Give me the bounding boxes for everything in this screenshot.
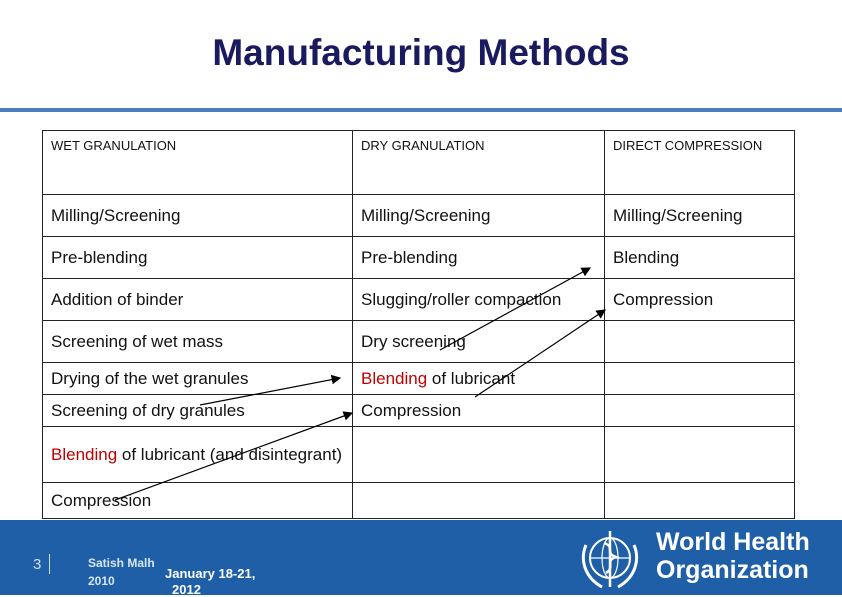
cell-wet-5: Drying of the wet granules — [43, 363, 353, 395]
blending-word: Blending — [361, 368, 428, 388]
cell-wet-6: Screening of dry granules — [43, 395, 353, 427]
header-wet-granulation: WET GRANULATION — [43, 131, 353, 195]
cell-direct-1: Milling/Screening — [605, 195, 795, 237]
date-range: January 18-21, — [165, 566, 256, 581]
cell-wet-4: Screening of wet mass — [43, 321, 353, 363]
author-year: 2010 — [88, 574, 115, 588]
arrow-blending-to-compression — [475, 310, 605, 397]
arrow-drying-to-blending — [200, 378, 340, 405]
page-title: Manufacturing Methods — [212, 32, 630, 73]
cell-wet-2: Pre-blending — [43, 237, 353, 279]
cell-dry-3: Slugging/roller compaction — [353, 279, 605, 321]
page-number: 3 — [33, 556, 42, 573]
arrow-compression-to-compression — [115, 413, 352, 500]
author-name: Satish Malh — [88, 556, 155, 570]
cell-direct-2: Blending — [605, 237, 795, 279]
arrow-dry-screening-to-compression — [440, 268, 590, 350]
who-emblem-icon — [572, 523, 648, 593]
org-name-line2: Organization — [656, 556, 809, 584]
header-direct-compression: DIRECT COMPRESSION — [605, 131, 795, 195]
cell-dry-2: Pre-blending — [353, 237, 605, 279]
cell-dry-1: Milling/Screening — [353, 195, 605, 237]
of-lubricant-text: of lubricant — [427, 368, 516, 388]
header-dry-granulation: DRY GRANULATION — [353, 131, 605, 195]
cell-wet-3: Addition of binder — [43, 279, 353, 321]
cell-wet-8: Compression — [43, 483, 353, 519]
of-lubricant-disintegrant-text: of lubricant (and disintegrant) — [117, 444, 343, 464]
blending-word: Blending — [51, 444, 118, 464]
cell-wet-1: Milling/Screening — [43, 195, 353, 237]
date-year: 2012 — [172, 582, 201, 597]
page-number-divider — [49, 554, 50, 574]
cell-dry-6: Compression — [353, 395, 605, 427]
org-name-line1: World Health — [656, 528, 810, 556]
cell-dry-4: Dry screening — [353, 321, 605, 363]
cell-direct-3: Compression — [605, 279, 795, 321]
